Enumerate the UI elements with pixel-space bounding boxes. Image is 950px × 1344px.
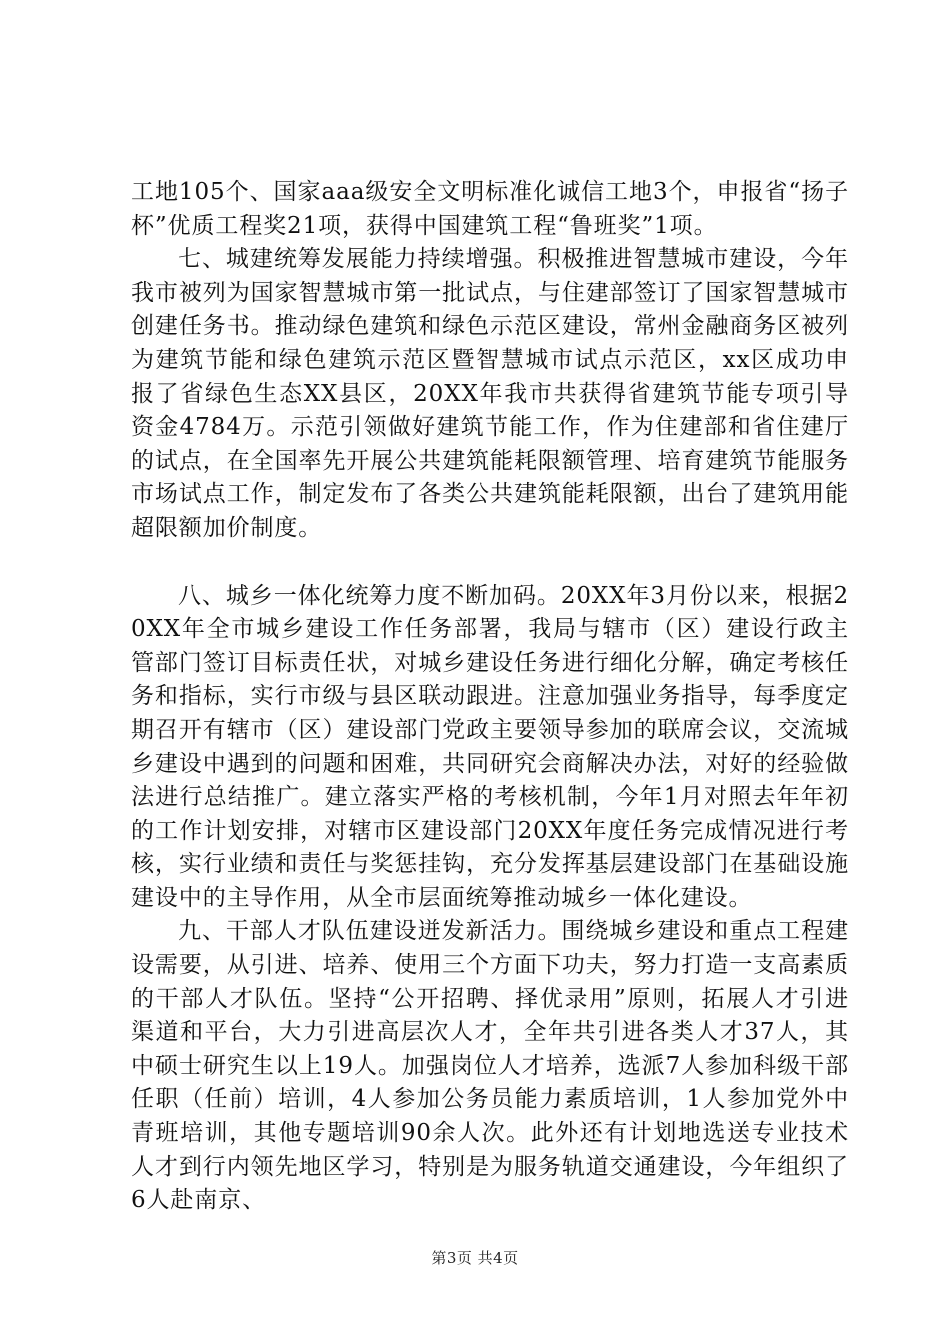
- document-body: [131, 176, 849, 1218]
- paragraph-continuation: 工地105个、国家aaa级安全文明标准化诚信工地3个，申报省“扬子杯”优质工程奖21项，获得中国建筑工程“鲁班奖”1项。: [131, 179, 849, 239]
- paragraph-section-7: 七、城建统筹发展能力持续增强。积极推进智慧城市建设，今年我市被列为国家智慧城市第一批试点，与住建部签订了国家智慧城市创建任务书。推动绿色建筑和绿色示范区建设，常州金融商务区被列为建筑节能和绿色建筑示范区暨智慧城市试点示范区，xx区成功申报了省绿色生态XX县区，20XX年我市共获得省建筑节能专项引导资金4784万。示范引领做好建筑节能工作，作为住建部和省住建厅的试点，在全国率先开展公共建筑能耗限额管理、培育建筑节能服务市场试点工作，制定发布了各类公共建筑能耗限额，出台了建筑用能超限额加价制度。: [131, 246, 849, 541]
- paragraph-section-8: 八、城乡一体化统筹力度不断加码。20XX年3月份以来，根据20XX年全市城乡建设工作任务部署，我局与辖市（区）建设行政主管部门签订目标责任状，对城乡建设任务进行细化分解，确定考核任务和指标，实行市级与县区联动跟进。注意加强业务指导，每季度定期召开有辖市（区）建设部门党政主要领导参加的联席会议，交流城乡建设中遇到的问题和困难，共同研究会商解决办法，对好的经验做法进行总结推广。建立落实严格的考核机制，今年1月对照去年年初的工作计划安排，对辖市区建设部门20XX年度任务完成情况进行考核，实行业绩和责任与奖惩挂钩，充分发挥基层建设部门在基础设施建设中的主导作用，从全市层面统筹推动城乡一体化建设。: [131, 582, 849, 911]
- paragraph-section-9: 九、干部人才队伍建设迸发新活力。围绕城乡建设和重点工程建设需要，从引进、培养、使用三个方面下功夫，努力打造一支高素质的干部人才队伍。坚持“公开招聘、择优录用”原则，拓展人才引进渠道和平台，大力引进高层次人才，全年共引进各类人才37人，其中硕士研究生以上19人。加强岗位人才培养，选派7人参加科级干部任职（任前）培训，4人参加公务员能力素质培训，1人参加党外中青班培训，其他专题培训90余人次。此外还有计划地选送专业技术人才到行内领先地区学习，特别是为服务轨道交通建设，今年组织了6人赴南京、: [131, 918, 849, 1214]
- page-number-footer: 第3页 共4页: [431, 1249, 519, 1267]
